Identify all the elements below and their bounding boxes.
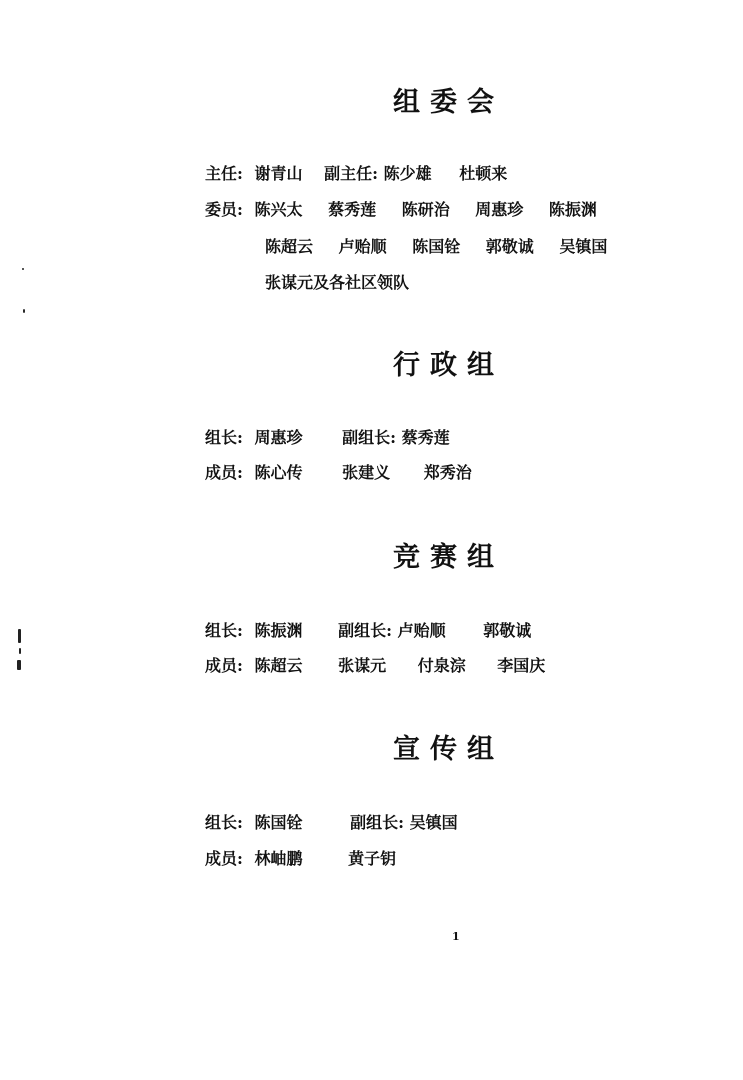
scan-speck xyxy=(23,309,25,313)
deputy-leader-name-2: 郭敬诚 xyxy=(483,621,532,640)
member-name: 郭敬诚 xyxy=(485,237,534,256)
member-name: 陈研治 xyxy=(401,200,450,219)
member-name: 李国庆 xyxy=(497,656,546,675)
member-name: 周惠珍 xyxy=(475,200,524,219)
leader-name: 周惠珍 xyxy=(254,428,303,447)
member-name: 陈超云 xyxy=(265,237,314,256)
committee-heading: 组委会 xyxy=(393,87,504,118)
deputy-director-label: 副主任: xyxy=(324,164,379,183)
member-name: 陈兴太 xyxy=(254,200,303,219)
publicity-row-members xyxy=(205,846,396,869)
committee-row-members-3: 张谋元及各社区领队 xyxy=(265,273,410,292)
member-name: 林岫鹏 xyxy=(254,849,303,868)
member-name: 陈振渊 xyxy=(548,200,597,219)
publicity-heading: 宣传组 xyxy=(393,734,504,765)
members-label: 成员: xyxy=(205,656,243,675)
leader-label: 组长: xyxy=(205,621,243,640)
member-name: 张谋元 xyxy=(338,656,387,675)
competition-row-leaders xyxy=(205,618,531,641)
publicity-row-leaders xyxy=(205,810,458,833)
scan-speck xyxy=(19,648,21,654)
leader-name: 陈振渊 xyxy=(254,621,303,640)
competition-heading: 竞赛组 xyxy=(393,542,504,573)
member-name: 张建义 xyxy=(342,463,391,482)
deputy-director-name-2: 杜顿来 xyxy=(459,164,508,183)
deputy-leader-label: 副组长: xyxy=(342,428,397,447)
scan-speck xyxy=(22,268,24,270)
admin-heading: 行政组 xyxy=(393,350,504,381)
committee-row-directors xyxy=(205,161,507,184)
member-name: 陈心传 xyxy=(254,463,303,482)
member-name: 郑秀治 xyxy=(423,463,472,482)
member-name: 陈超云 xyxy=(254,656,303,675)
director-label: 主任: xyxy=(205,164,243,183)
committee-row-members xyxy=(205,197,597,220)
director-name: 谢青山 xyxy=(254,164,303,183)
admin-row-leaders xyxy=(205,425,450,448)
scan-speck xyxy=(17,660,21,670)
member-name: 蔡秀莲 xyxy=(328,200,377,219)
scan-speck xyxy=(18,629,21,643)
member-name: 吴镇国 xyxy=(559,237,608,256)
members-label: 委员: xyxy=(205,200,243,219)
leader-name: 陈国铨 xyxy=(254,813,303,832)
deputy-leader-name: 蔡秀莲 xyxy=(401,428,450,447)
deputy-leader-name: 吴镇国 xyxy=(409,813,458,832)
members-label: 成员: xyxy=(205,463,243,482)
member-name: 陈国铨 xyxy=(412,237,461,256)
member-name: 黄子钥 xyxy=(348,849,397,868)
admin-row-members xyxy=(205,460,472,483)
deputy-leader-label: 副组长: xyxy=(350,813,405,832)
competition-row-members xyxy=(205,653,545,676)
deputy-leader-label: 副组长: xyxy=(338,621,393,640)
leader-label: 组长: xyxy=(205,813,243,832)
deputy-leader-name-1: 卢贻顺 xyxy=(397,621,446,640)
members-label: 成员: xyxy=(205,849,243,868)
page-number: 1 xyxy=(452,930,460,943)
member-name: 付泉淙 xyxy=(417,656,466,675)
leader-label: 组长: xyxy=(205,428,243,447)
committee-row-members-2 xyxy=(265,234,607,257)
member-name: 卢贻顺 xyxy=(338,237,387,256)
deputy-director-name-1: 陈少雄 xyxy=(383,164,432,183)
